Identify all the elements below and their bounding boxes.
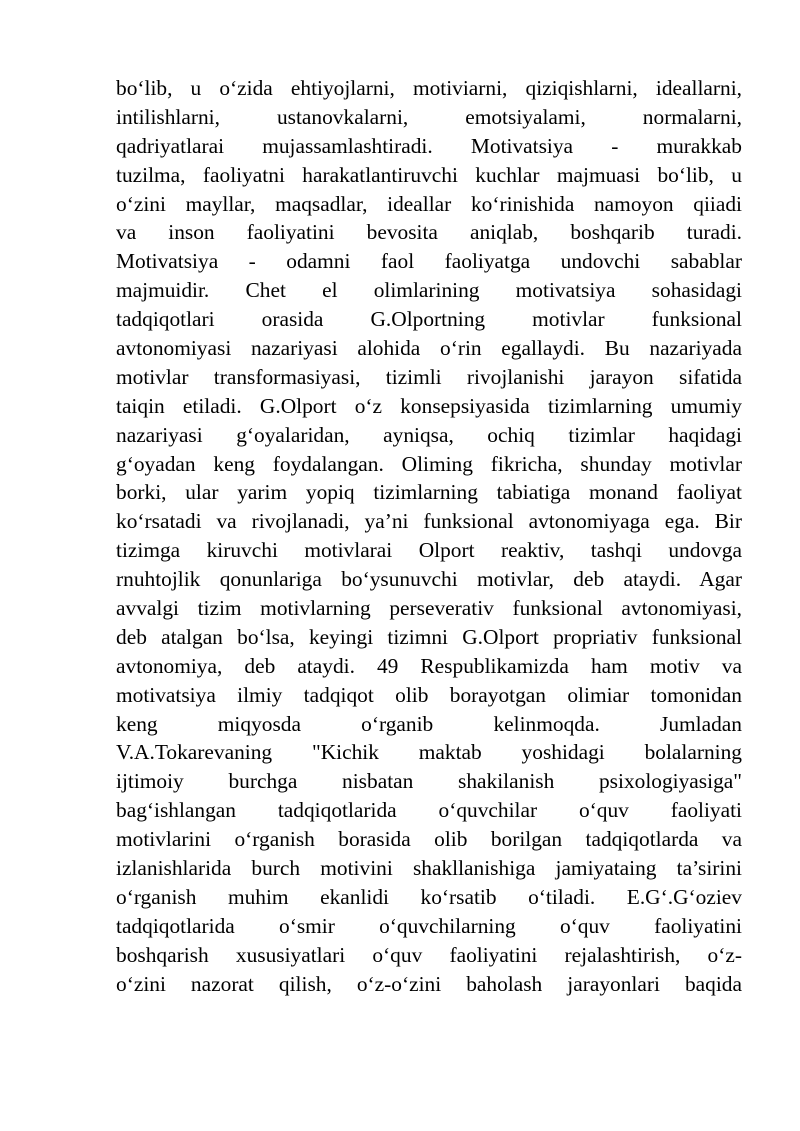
- text-line: o‘zini mayllar, maqsadlar, ideallar ko‘rinishida namoyon qiiadi: [116, 191, 742, 216]
- text-line: tizimga kiruvchi motivlarai Olport reaktiv, tashqi undovga: [116, 538, 742, 563]
- text-line: tadqiqotlari orasida G.Olportning motivlar funksional: [116, 307, 742, 332]
- text-line: ijtimoiy burchga nisbatan shakilanish psixologiyasiga": [116, 769, 742, 794]
- text-line: motivatsiya ilmiy tadqiqot olib borayotgan olimiar tomonidan: [116, 682, 742, 707]
- text-line: rnuhtojlik qonunlariga bo‘ysunuvchi motivlar, deb ataydi. Agar: [116, 567, 742, 592]
- text-line: V.A.Tokarevaning "Kichik maktab yoshidagi bolalarning: [116, 740, 742, 765]
- text-line: avtonomiya, deb ataydi. 49 Respublikamizda ham motiv va: [116, 653, 742, 678]
- text-line: avvalgi tizim motivlarning perseverativ funksional avtonomiyasi,: [116, 596, 742, 621]
- text-line: deb atalgan bo‘lsa, keyingi tizimni G.Olport propriativ funksional: [116, 624, 742, 649]
- text-line: ko‘rsatadi va rivojlanadi, ya’ni funksional avtonomiyaga ega. Bir: [116, 509, 742, 534]
- text-line: o‘rganish muhim ekanlidi ko‘rsatib o‘tiladi. E.G‘.G‘oziev: [116, 884, 742, 909]
- body-text: [116, 74, 742, 999]
- text-line: boshqarish xususiyatlari o‘quv faoliyatini rejalashtirish, o‘z-: [116, 942, 742, 967]
- text-line: g‘oyadan keng foydalangan. Oliming fikricha, shunday motivlar: [116, 451, 742, 476]
- text-line: bag‘ishlangan tadqiqotlarida o‘quvchilar o‘quv faoliyati: [116, 798, 742, 823]
- text-line: izlanishlarida burch motivini shakllanishiga jamiyataing ta’sirini: [116, 856, 742, 881]
- text-line: nazariyasi g‘oyalaridan, ayniqsa, ochiq tizimlar haqidagi: [116, 422, 742, 447]
- text-line: taiqin etiladi. G.Olport o‘z konsepsiyasida tizimlarning umumiy: [116, 393, 742, 418]
- text-line: majmuidir. Chet el olimlarining motivatsiya sohasidagi: [116, 278, 742, 303]
- text-line: tadqiqotlarida o‘smir o‘quvchilarning o‘quv faoliyatini: [116, 913, 742, 938]
- text-line: Motivatsiya - odamni faol faoliyatga undovchi sabablar: [116, 249, 742, 274]
- text-line: bo‘lib, u o‘zida ehtiyojlarni, motiviarni, qiziqishlarni, ideallarni,: [116, 76, 742, 100]
- text-line: keng miqyosda o‘rganib kelinmoqda. Jumladan: [116, 711, 742, 736]
- text-line: motivlarini o‘rganish borasida olib borilgan tadqiqotlarda va: [116, 827, 742, 852]
- text-line: intilishlarni, ustanovkalarni, emotsiyalami, normalarni,: [116, 104, 742, 129]
- text-line: o‘zini nazorat qilish, o‘z-o‘zini baholash jarayonlari baqida: [116, 971, 742, 996]
- text-line: qadriyatlarai mujassamlashtiradi. Motivatsiya - murakkab: [116, 133, 742, 158]
- text-line: avtonomiyasi nazariyasi alohida o‘rin egallaydi. Bu nazariyada: [116, 336, 742, 361]
- text-line: motivlar transformasiyasi, tizimli rivojlanishi jarayon sifatida: [116, 364, 742, 389]
- text-line: va inson faoliyatini bevosita aniqlab, boshqarib turadi.: [116, 220, 742, 245]
- text-line: borki, ular yarim yopiq tizimlarning tabiatiga monand faoliyat: [116, 480, 742, 505]
- text-line: tuzilma, faoliyatni harakatlantiruvchi kuchlar majmuasi bo‘lib, u: [116, 162, 742, 187]
